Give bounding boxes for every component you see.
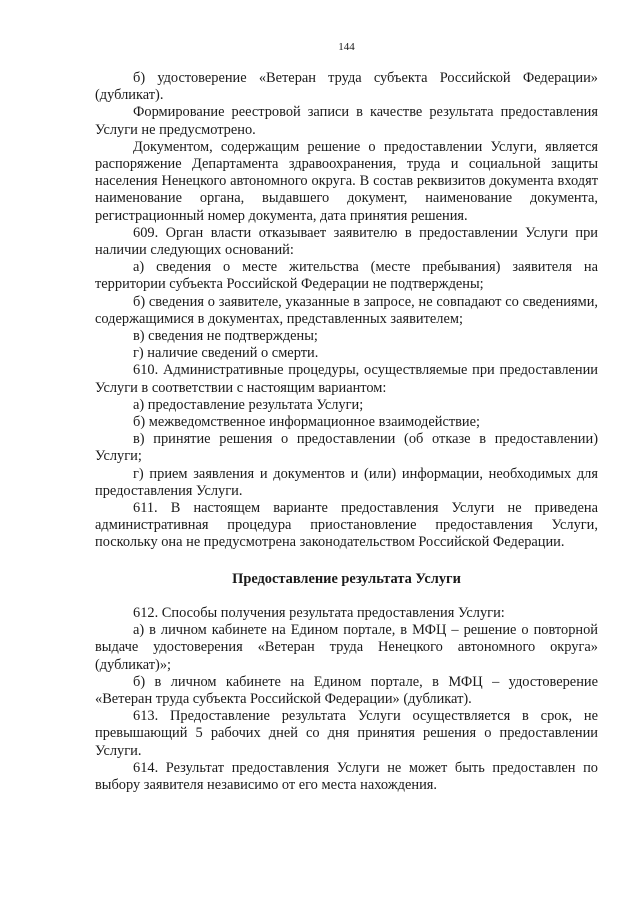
paragraph: б) межведомственное информационное взаимодействие; (133, 414, 481, 431)
paragraph: а) предоставление результата Услуги; (133, 396, 364, 413)
paragraph: 611. В настоящем варианте предоставления Услуги не приведена административная процедура приостановление предоставления Услуги, поскольку она не предусмотрена законодательством Российской Федерации. (95, 500, 598, 551)
paragraph: Формирование реестровой записи в качестве результата предоставления Услуги не предусмотрено. (95, 104, 598, 138)
paragraph: 614. Результат предоставления Услуги не может быть предоставлен по выбору заявителя независимо от его места нахождения. (95, 759, 598, 793)
paragraph: 612. Способы получения результата предоставления Услуги: (133, 604, 505, 621)
paragraph: б) в личном кабинете на Едином портале, в МФЦ – удостоверение «Ветеран труда субъекта Российской Федерации» (дубликат). (95, 673, 598, 707)
paragraph: б) удостоверение «Ветеран труда субъекта Российской Федерации» (дубликат). (95, 70, 598, 104)
paragraph: а) сведения о месте жительства (месте пребывания) заявителя на территории субъекта Российской Федерации не подтверждены; (95, 259, 598, 293)
paragraph: в) принятие решения о предоставлении (об отказе в предоставлении) Услуги; (95, 431, 598, 465)
paragraph: 613. Предоставление результата Услуги осуществляется в срок, не превышающий 5 рабочих дней со дня принятия решения о предоставлении Услуги. (95, 708, 598, 759)
paragraph: 609. Орган власти отказывает заявителю в предоставлении Услуги при наличии следующих оснований: (95, 224, 598, 259)
section-heading: Предоставление результата Услуги (232, 570, 461, 587)
paragraph: а) в личном кабинете на Едином портале, в МФЦ – решение о повторной выдаче удостоверения «Ветеран труда Ненецкого автономного округа» (дубликат)»; (95, 622, 598, 673)
page-number: 144 (338, 41, 355, 53)
paragraph: г) наличие сведений о смерти. (133, 345, 319, 362)
paragraph: г) прием заявления и документов и (или) информации, необходимых для предоставления Услуги. (95, 465, 598, 499)
paragraph: в) сведения не подтверждены; (133, 328, 318, 345)
paragraph: 610. Административные процедуры, осуществляемые при предоставлении Услуги в соответствии с настоящим вариантом: (95, 362, 598, 396)
document-page (95, 40, 598, 794)
paragraph: Документом, содержащим решение о предоставлении Услуги, является распоряжение Департамента здравоохранения, труда и социальной защиты населения Ненецкого автономного округа. В состав реквизитов документа входят наименование органа, выдавшего документ, наименование документа, регистрационный номер документа, дата принятия решения. (95, 138, 598, 224)
paragraph: б) сведения о заявителе, указанные в запросе, не совпадают со сведениями, содержащимися в документах, представленных заявителем; (95, 293, 598, 327)
